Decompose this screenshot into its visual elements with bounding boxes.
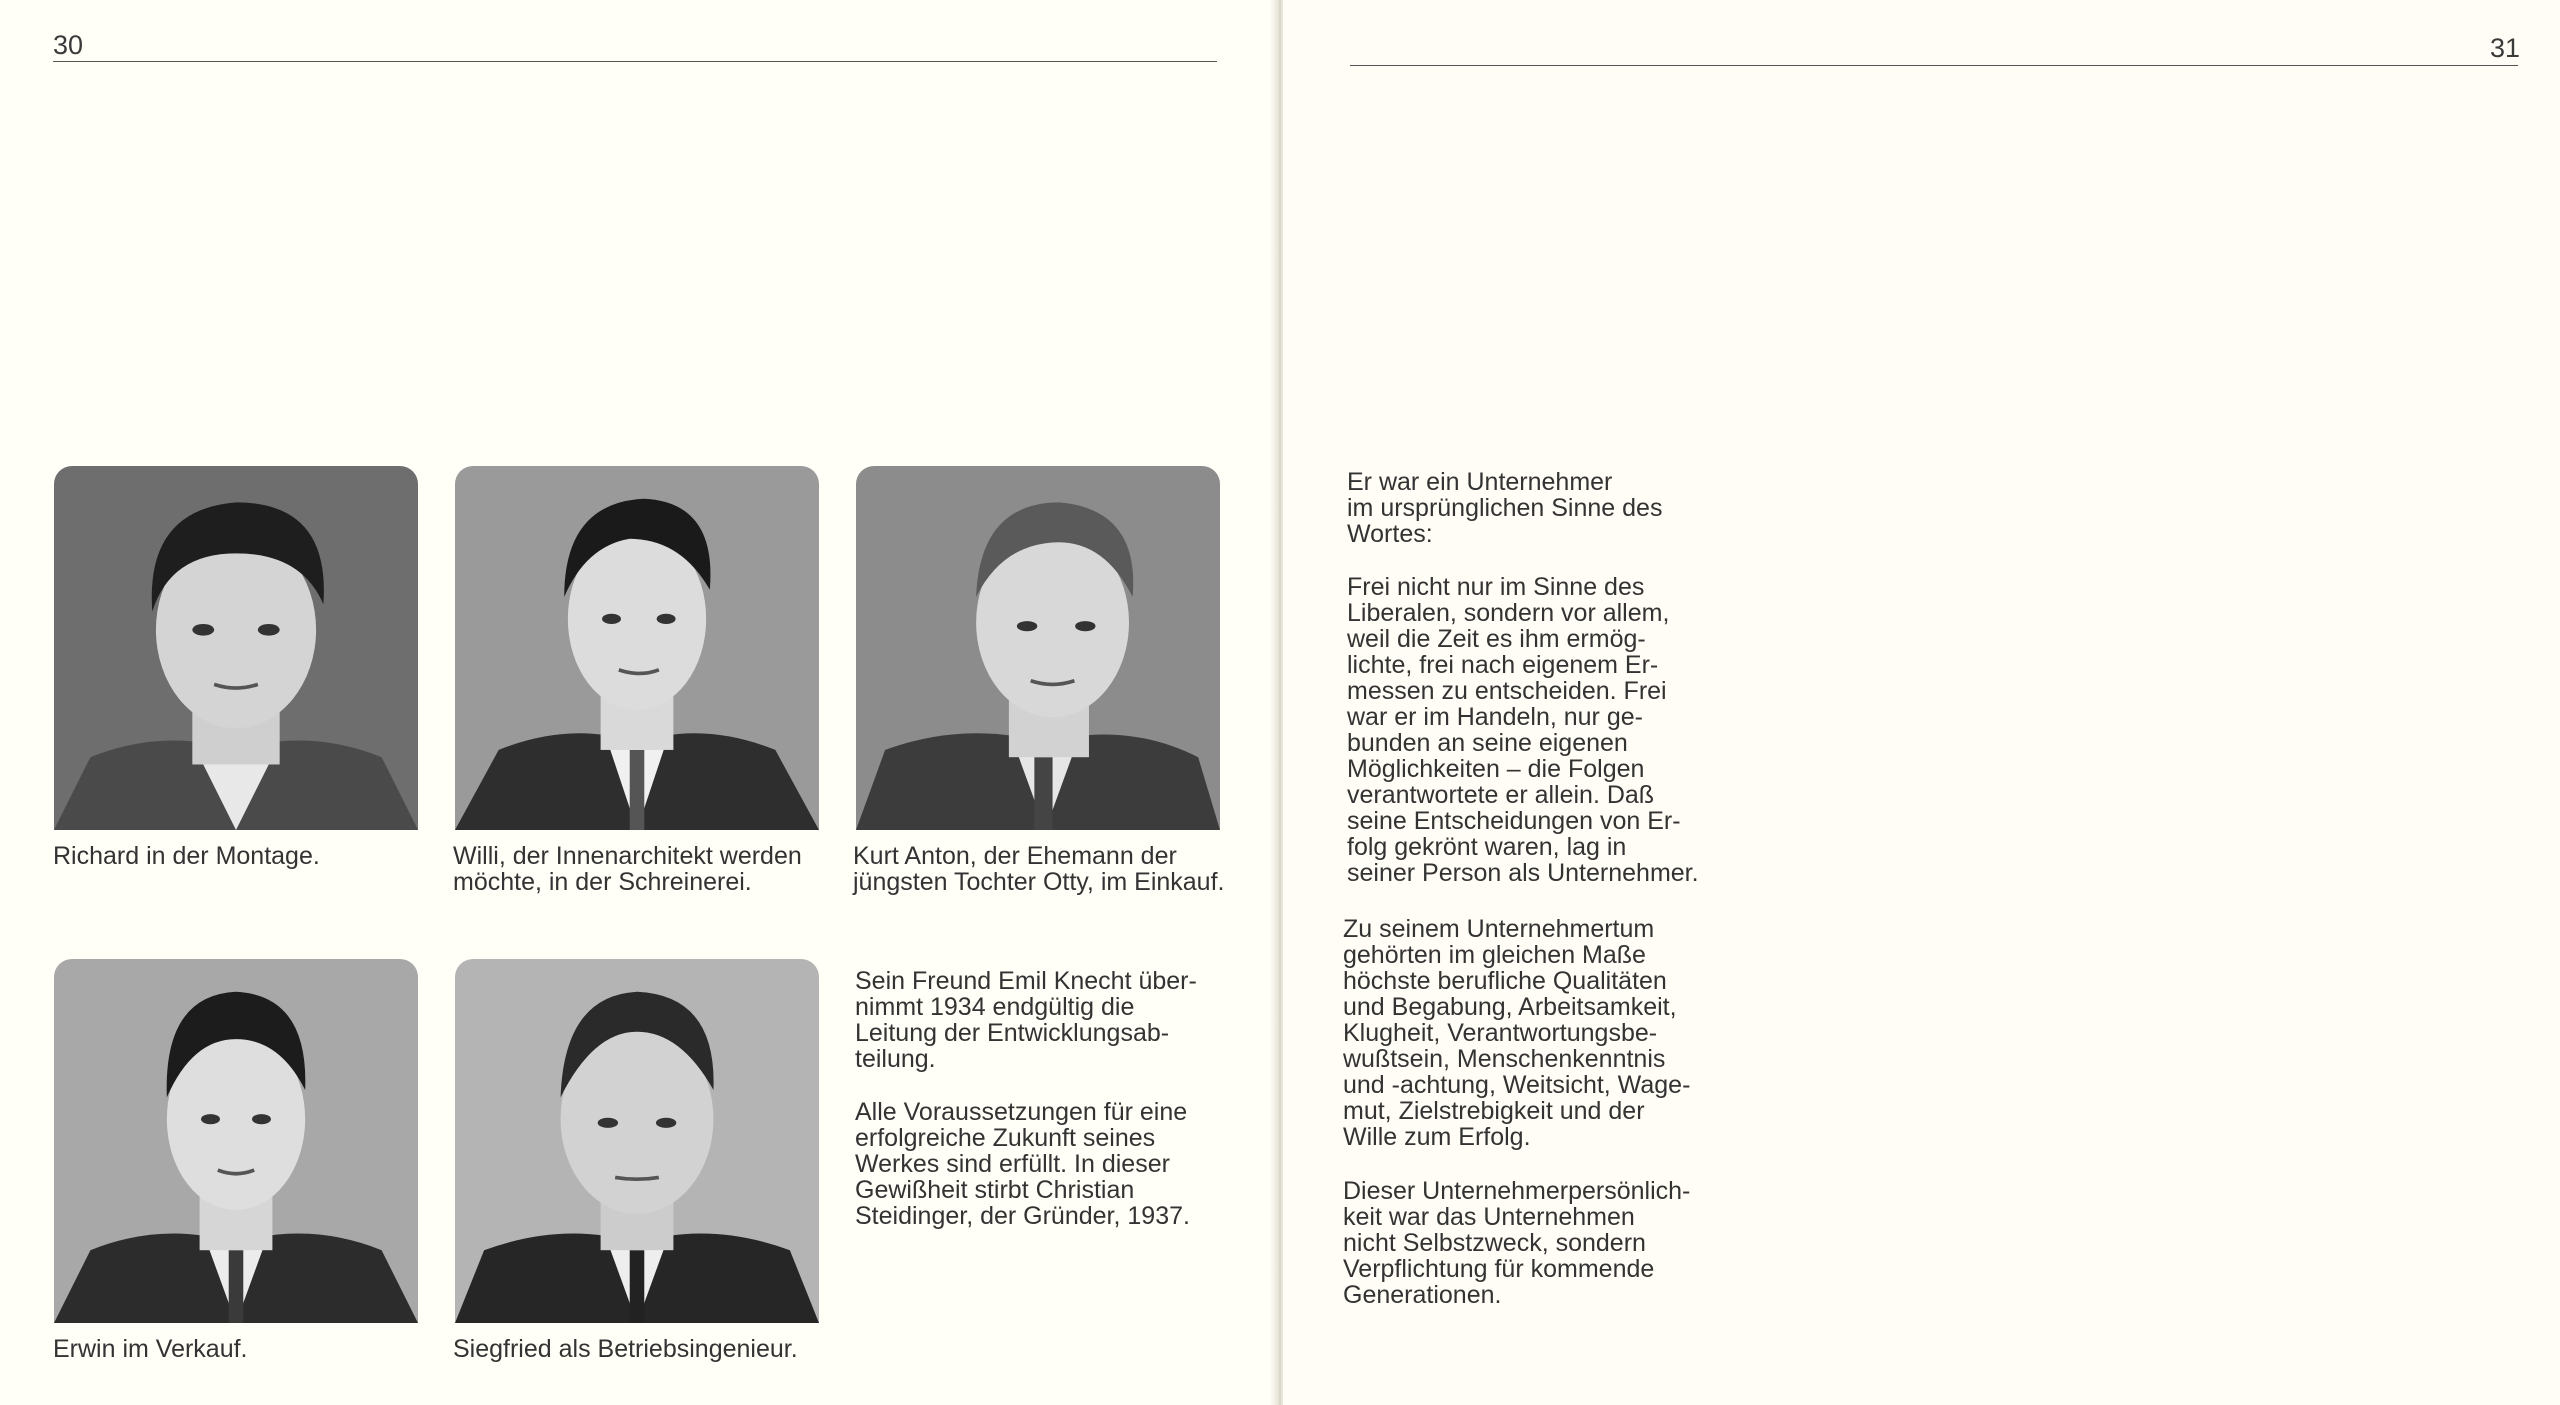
text-line: gehörten im gleichen Maße	[1343, 941, 1646, 969]
text-line: Verpflichtung für kommende	[1343, 1255, 1655, 1283]
text-paragraph-founder	[855, 1099, 1235, 1229]
text-line: teilung.	[855, 1045, 936, 1073]
caption-erwin	[53, 1336, 453, 1362]
text-line: mut, Zielstrebigkeit und der	[1343, 1097, 1645, 1125]
page-number-left: 30	[53, 30, 84, 60]
text-line: keit war das Unternehmen	[1343, 1203, 1635, 1231]
text-line: höchste berufliche Qualitäten	[1343, 967, 1667, 995]
page-number-right: 31	[2490, 33, 2521, 63]
right-page	[1283, 0, 2560, 1405]
text-line: Gewißheit stirbt Christian	[855, 1176, 1135, 1204]
caption-richard	[53, 843, 453, 869]
text-line: folg gekrönt waren, lag in	[1347, 833, 1627, 861]
text-line: Liberalen, sondern vor allem,	[1347, 599, 1670, 627]
text-line: Steidinger, der Gründer, 1937.	[855, 1202, 1190, 1230]
text-line: Er war ein Unternehmer	[1347, 468, 1613, 496]
caption-line: möchte, in der Schreinerei.	[453, 868, 752, 896]
text-line: verantwortete er allein. Daß	[1347, 781, 1655, 809]
text-line: Zu seinem Unternehmertum	[1343, 915, 1655, 943]
text-line: lichte, frei nach eigenem Er-	[1347, 651, 1659, 679]
text-line: nimmt 1934 endgültig die	[855, 993, 1135, 1021]
text-line: messen zu entscheiden. Frei	[1347, 677, 1667, 705]
text-paragraph-emil-knecht	[855, 968, 1235, 1072]
text-line: Generationen.	[1343, 1281, 1502, 1309]
text-line: Alle Voraussetzungen für eine	[855, 1098, 1188, 1126]
caption-line: Erwin im Verkauf.	[53, 1335, 248, 1363]
caption-line: Kurt Anton, der Ehemann der	[853, 842, 1177, 870]
caption-line: Siegfried als Betriebsingenieur.	[453, 1335, 798, 1363]
text-line: Dieser Unternehmerpersönlich-	[1343, 1177, 1691, 1205]
header-rule-left	[53, 61, 1217, 62]
text-line: bunden an seine eigenen	[1347, 729, 1628, 757]
text-line: erfolgreiche Zukunft seines	[855, 1124, 1156, 1152]
portrait-erwin	[54, 959, 418, 1323]
text-line: und Begabung, Arbeitsamkeit,	[1343, 993, 1677, 1021]
text-line: nicht Selbstzweck, sondern	[1343, 1229, 1646, 1257]
caption-willi	[453, 843, 853, 895]
caption-siegfried	[453, 1336, 853, 1362]
left-page	[0, 0, 1277, 1405]
text-line: Wortes:	[1347, 520, 1433, 548]
text-line: und -achtung, Weitsicht, Wage-	[1343, 1071, 1691, 1099]
text-line: wußtsein, Menschenkenntnis	[1343, 1045, 1666, 1073]
text-line: Klugheit, Verantwortungsbe-	[1343, 1019, 1658, 1047]
portrait-siegfried	[455, 959, 819, 1323]
portrait-kurt-anton	[856, 466, 1220, 830]
caption-line: Willi, der Innenarchitekt werden	[453, 842, 802, 870]
caption-line: jüngsten Tochter Otty, im Einkauf.	[853, 868, 1225, 896]
text-paragraph-unternehmertum	[1343, 916, 1743, 1150]
portrait-willi	[455, 466, 819, 830]
text-line: seiner Person als Unternehmer.	[1347, 859, 1699, 887]
text-paragraph-persoenlichkeit	[1343, 1178, 1743, 1308]
text-line: weil die Zeit es ihm ermög-	[1347, 625, 1646, 653]
text-line: Werkes sind erfüllt. In dieser	[855, 1150, 1170, 1178]
text-line: war er im Handeln, nur ge-	[1347, 703, 1643, 731]
header-rule-right	[1350, 65, 2518, 66]
caption-kurt-anton	[853, 843, 1253, 895]
text-line: Sein Freund Emil Knecht über-	[855, 967, 1197, 995]
text-line: Leitung der Entwicklungsab-	[855, 1019, 1170, 1047]
text-paragraph-unternehmer	[1347, 469, 1747, 547]
caption-line: Richard in der Montage.	[53, 842, 320, 870]
text-line: im ursprünglichen Sinne des	[1347, 494, 1663, 522]
text-line: seine Entscheidungen von Er-	[1347, 807, 1681, 835]
text-paragraph-frei	[1347, 574, 1747, 886]
text-line: Frei nicht nur im Sinne des	[1347, 573, 1645, 601]
text-line: Wille zum Erfolg.	[1343, 1123, 1531, 1151]
text-line: Möglichkeiten – die Folgen	[1347, 755, 1645, 783]
portrait-richard	[54, 466, 418, 830]
